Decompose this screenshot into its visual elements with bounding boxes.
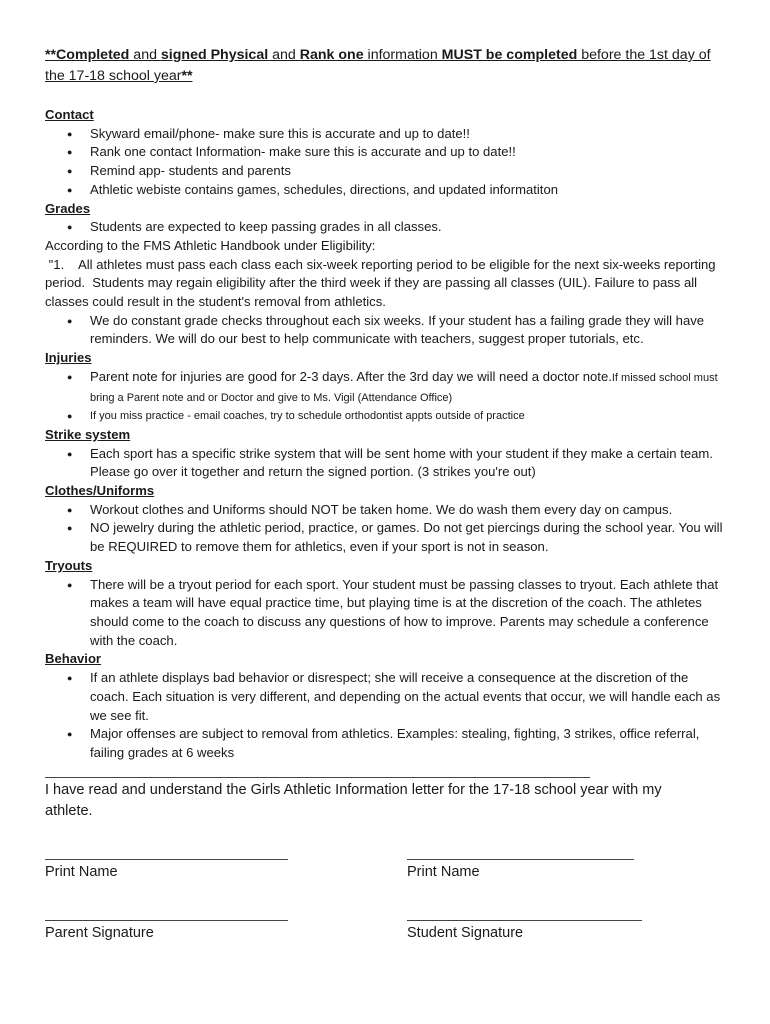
divider-line (45, 777, 590, 778)
contact-heading: Contact (45, 107, 94, 122)
clothes-item: ● Workout clothes and Uniforms should NOT be taken home. We do wash them every day on campus. (45, 501, 725, 520)
student-signature-line[interactable] (407, 920, 642, 921)
tryouts-list (45, 576, 725, 651)
strike-list (45, 445, 725, 482)
grades-heading: Grades (45, 200, 91, 216)
print-name-right-label: Print Name (407, 864, 480, 880)
intro-part-5: Rank one (299, 47, 364, 63)
grades-item: ● Students are expected to keep passing grades in all classes. (45, 218, 725, 237)
student-signature-label: Student Signature (407, 925, 524, 941)
parent-signature-line[interactable] (45, 920, 288, 921)
injuries-heading: Injuries (45, 350, 92, 366)
injuries-item-note: If missed school must bring a Parent note and or Doctor and give to Ms. Vigil (Attendance Office) (90, 371, 718, 404)
print-name-left-line[interactable] (45, 859, 288, 860)
intro-part-8: before the 1st day of the 17-18 school year (45, 47, 711, 84)
intro-part-9: ** (181, 68, 193, 84)
behavior-list (45, 669, 725, 763)
grades-item: ● We do constant grade checks throughout each six weeks. If your student has a failing grade they will have reminders. We will do our best to help communicate with teachers, suggest proper tutorials, etc. (45, 312, 725, 349)
injuries-item: ● If you miss practice - email coaches, try to schedule orthodontist appts outside of practice (45, 407, 725, 426)
intro-part-4: and (268, 47, 300, 63)
clothes-list (45, 501, 725, 557)
strike-heading: Strike system (45, 426, 131, 442)
contact-item: ● Athletic webiste contains games, schedules, directions, and updated informatiton (45, 181, 725, 200)
contact-item: ● Remind app- students and parents (45, 162, 725, 181)
intro-part-3: signed Physical (160, 47, 269, 63)
contact-list (45, 125, 725, 200)
behavior-item: ● If an athlete displays bad behavior or disrespect; she will receive a consequence at the discretion of the coach. Each situation is very different, and depending on the actual events that occur, we will handle each as we see fit. (45, 669, 725, 725)
tryouts-item: ● There will be a tryout period for each sport. Your student must be passing classes to tryout. Each athlete that makes a team will have equal practice time, but playing time is at the discretion of the coach. The athletes should come to the coach to discuss any questions of how to improve. Parents may schedule a conference with the coach. (45, 576, 725, 651)
print-name-right-line[interactable] (407, 859, 634, 860)
grades-list-2 (45, 312, 725, 349)
intro-part-2: and (129, 47, 161, 63)
contact-item: ● Skyward email/phone- make sure this is accurate and up to date!! (45, 125, 725, 144)
intro-part-7: MUST be completed (441, 47, 578, 63)
tryouts-heading: Tryouts (45, 557, 93, 573)
acknowledgement-text: I have read and understand the Girls Athletic Information letter for the 17-18 school year with my athlete. (45, 782, 662, 819)
intro-part-1: **Completed (45, 47, 130, 63)
grades-list (45, 218, 725, 237)
injuries-item-main: Parent note for injuries are good for 2-3 days. After the 3rd day we will need a doctor note. (90, 368, 612, 384)
parent-signature-label: Parent Signature (45, 925, 154, 941)
clothes-heading: Clothes/Uniforms (45, 483, 155, 499)
strike-item: ● Each sport has a specific strike system that will be sent home with your student if they make a certain team. Please go over it together and return the signed portion. (3 strikes you're out) (45, 445, 725, 482)
injuries-item (45, 368, 725, 407)
print-name-left-label: Print Name (45, 864, 118, 880)
contact-item: ● Rank one contact Information- make sure this is accurate and up to date!! (45, 143, 725, 162)
behavior-item: ● Major offenses are subject to removal from athletics. Examples: stealing, fighting, 3 strikes, office referral, failing grades at 6 weeks (45, 725, 725, 762)
injuries-list (45, 368, 725, 426)
handbook-line: According to the FMS Athletic Handbook under Eligibility: (45, 237, 376, 253)
intro-part-6: information (363, 47, 442, 63)
eligibility-quote: "1. All athletes must pass each class each six-week reporting period to be eligible for the next six-weeks reporting period. Students may regain eligibility after the third week if they are passing all classes (UIL). Failure to pass all classes could result in the student's removal from athletics. (45, 256, 720, 310)
behavior-heading: Behavior (45, 651, 102, 667)
clothes-item: ● NO jewelry during the athletic period, practice, or games. Do not get piercings during the school year. You will be REQUIRED to remove them for athletics, even if your sport is not in season. (45, 519, 725, 556)
intro-notice (45, 45, 725, 87)
letter-content (45, 106, 725, 763)
